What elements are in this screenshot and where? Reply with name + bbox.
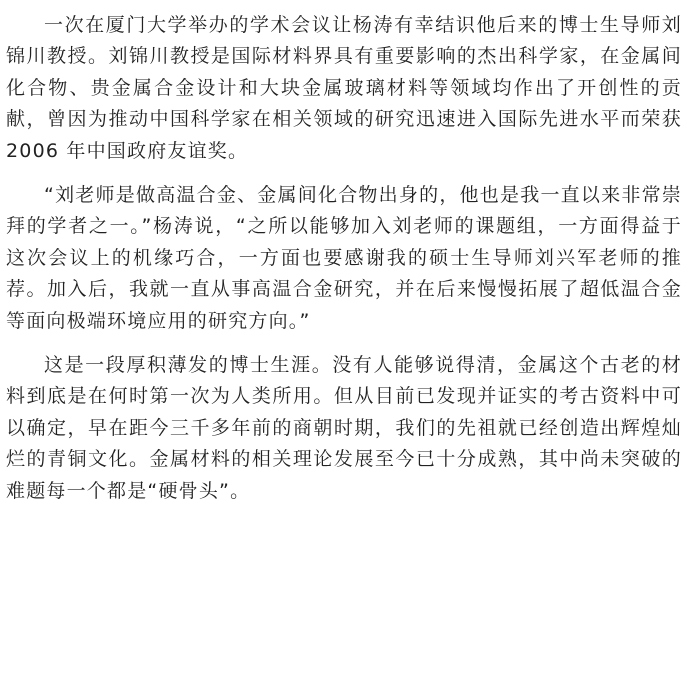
paragraph-intro: 一次在厦门大学举办的学术会议让杨涛有幸结识他后来的博士生导师刘锦川教授。刘锦川教授是国际材料界具有重要影响的杰出科学家，在金属间化合物、贵金属合金设计和大块金属玻璃材料等领域均作出了开创性的贡献，曾因为推动中国科学家在相关领域的研究迅速进入国际先进水平而荣获 2006 年中国政府友谊奖。 (6, 14, 682, 162)
paragraph-quote: “刘老师是做高温合金、金属间化合物出身的，他也是我一直以来非常崇拜的学者之一。”杨涛说，“之所以能够加入刘老师的课题组，一方面得益于这次会议上的机缘巧合，一方面也要感谢我的硕士生导师刘兴军老师的推荐。加入后，我就一直从事高温合金研究，并在后来慢慢拓展了超低温合金等面向极端环境应用的研究方向。” (6, 184, 682, 332)
paragraph-history: 这是一段厚积薄发的博士生涯。没有人能够说得清，金属这个古老的材料到底是在何时第一次为人类所用。但从目前已发现并证实的考古资料中可以确定，早在距今三千多年前的商朝时期，我们的先祖就已经创造出辉煌灿烂的青铜文化。金属材料的相关理论发展至今已十分成熟，其中尚未突破的难题每一个都是“硬骨头”。 (6, 354, 682, 502)
